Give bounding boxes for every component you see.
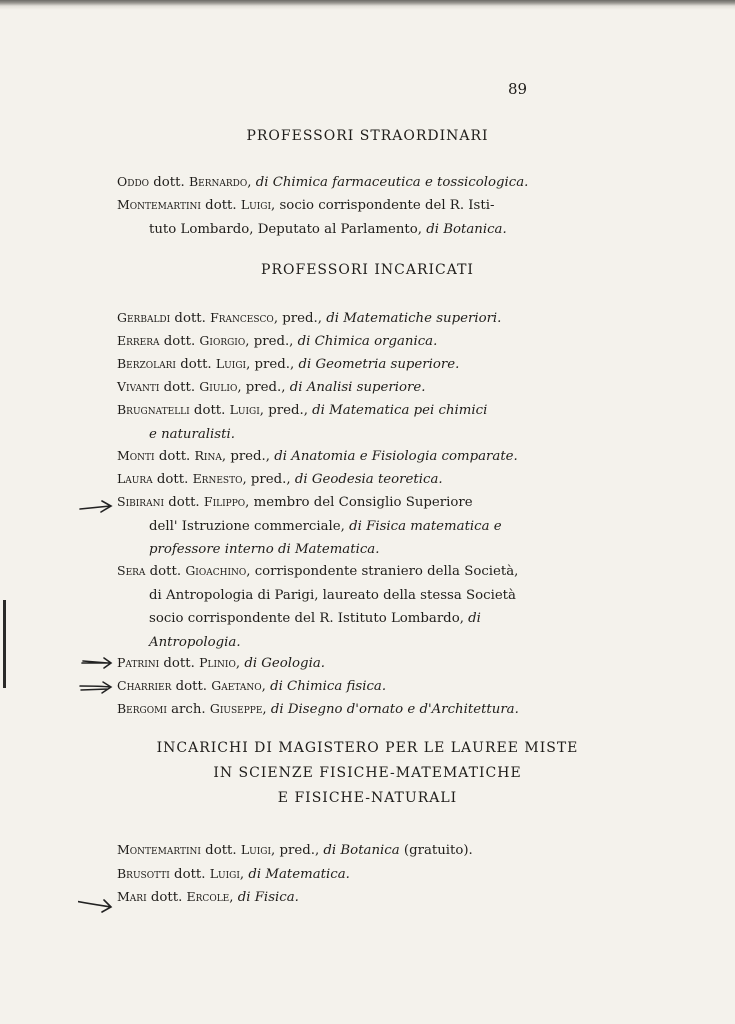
entry-gerbaldi: Gerbaldi dott. Francesco, pred., di Matematiche superiori. <box>117 310 502 326</box>
entry-bergomi: Bergomi arch. Giuseppe, di Disegno d'ornato e d'Architettura. <box>117 701 519 717</box>
entry-sibirani: Sibirani dott. Filippo, membro del Consiglio Superiore dell' Istruzione commerciale, di Fisica matematica e professore interno di Matematica. <box>117 494 502 557</box>
scan-edge <box>0 0 735 10</box>
page-number: 89 <box>508 80 528 98</box>
entry-montemartini: Montemartini dott. Luigi, socio corrispondente del R. Isti- tuto Lombardo, Deputato al Parlamento, di Botanica. <box>117 197 507 237</box>
handwritten-arrow-icon <box>78 498 114 516</box>
entry-oddo: Oddo dott. Bernardo, di Chimica farmaceutica e tossicologica. <box>117 174 529 190</box>
entry-berzolari: Berzolari dott. Luigi, pred., di Geometria superiore. <box>117 356 460 372</box>
entry-vivanti: Vivanti dott. Giulio, pred., di Analisi superiore. <box>117 379 426 395</box>
entry-monti: Monti dott. Rina, pred., di Anatomia e Fisiologia comparate. <box>117 448 518 464</box>
entry-sera: Sera dott. Gioachino, corrispondente straniero della Società, di Antropologia di Parigi, laureato della stessa Società socio corrispondente del R. Istituto Lombardo, di Antropologia. <box>117 563 519 650</box>
entry-charrier: Charrier dott. Gaetano, di Chimica fisica. <box>117 678 387 694</box>
entry-brusotti: Brusotti dott. Luigi, di Matematica. <box>117 866 350 882</box>
section-title-incaricati: PROFESSORI INCARICATI <box>261 262 474 278</box>
handwritten-arrow-icon <box>78 896 114 914</box>
entry-montemartini-magistero: Montemartini dott. Luigi, pred., di Botanica (gratuito). <box>117 842 473 858</box>
section-title-magistero-line-3: E FISICHE-NATURALI <box>277 790 458 806</box>
entry-laura: Laura dott. Ernesto, pred., di Geodesia teoretica. <box>117 471 443 487</box>
section-title-magistero-line-2: IN SCIENZE FISICHE-MATEMATICHE <box>213 765 522 781</box>
section-title-straordinari: PROFESSORI STRAORDINARI <box>246 128 489 144</box>
entry-brugnatelli: Brugnatelli dott. Luigi, pred., di Matematica pei chimici e naturalisti. <box>117 402 488 442</box>
handwritten-arrow-icon <box>78 678 114 696</box>
margin-line <box>3 600 6 688</box>
handwritten-arrow-icon <box>78 654 114 672</box>
entry-patrini: Patrini dott. Plinio, di Geologia. <box>117 655 325 671</box>
entry-mari: Mari dott. Ercole, di Fisica. <box>117 889 299 905</box>
section-title-magistero-line-1: INCARICHI DI MAGISTERO PER LE LAUREE MISTE <box>156 740 579 756</box>
entry-errera: Errera dott. Giorgio, pred., di Chimica organica. <box>117 333 438 349</box>
